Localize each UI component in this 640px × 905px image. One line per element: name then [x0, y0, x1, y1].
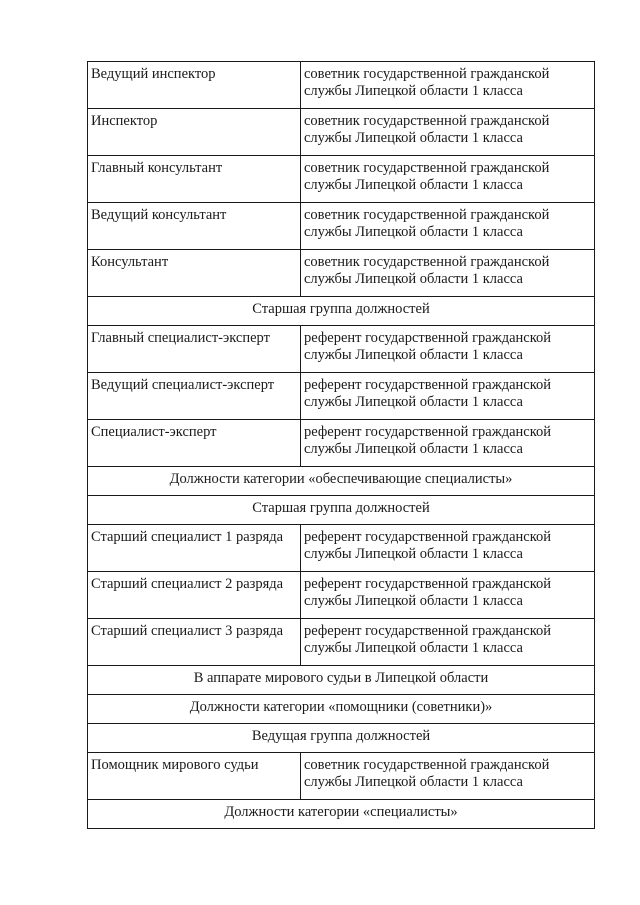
rank-cell: референт государственной гражданской службы Липецкой области 1 класса [301, 619, 595, 666]
rank-cell: советник государственной гражданской службы Липецкой области 1 класса [301, 109, 595, 156]
table-row [88, 525, 595, 572]
table-row [88, 250, 595, 297]
section-heading-row [88, 800, 595, 829]
table-row [88, 156, 595, 203]
section-heading-row [88, 297, 595, 326]
section-heading: Старшая группа должностей [88, 297, 595, 326]
section-heading: Должности категории «помощники (советники)» [88, 695, 595, 724]
section-heading-row [88, 496, 595, 525]
section-heading: Должности категории «специалисты» [88, 800, 595, 829]
table-body [88, 62, 595, 829]
position-cell: Старший специалист 2 разряда [88, 572, 301, 619]
section-heading-row [88, 695, 595, 724]
rank-cell: референт государственной гражданской службы Липецкой области 1 класса [301, 572, 595, 619]
rank-cell: советник государственной гражданской службы Липецкой области 1 класса [301, 156, 595, 203]
table-row [88, 326, 595, 373]
section-heading: Ведущая группа должностей [88, 724, 595, 753]
rank-cell: советник государственной гражданской службы Липецкой области 1 класса [301, 250, 595, 297]
rank-cell: советник государственной гражданской службы Липецкой области 1 класса [301, 753, 595, 800]
section-heading-row [88, 467, 595, 496]
position-cell: Инспектор [88, 109, 301, 156]
table-row [88, 373, 595, 420]
position-cell: Главный консультант [88, 156, 301, 203]
position-cell: Старший специалист 1 разряда [88, 525, 301, 572]
position-cell: Помощник мирового судьи [88, 753, 301, 800]
section-heading: Должности категории «обеспечивающие специалисты» [88, 467, 595, 496]
table-row [88, 109, 595, 156]
table-row [88, 619, 595, 666]
rank-cell: референт государственной гражданской службы Липецкой области 1 класса [301, 525, 595, 572]
position-cell: Ведущий консультант [88, 203, 301, 250]
rank-cell: референт государственной гражданской службы Липецкой области 1 класса [301, 373, 595, 420]
table-row [88, 203, 595, 250]
table-row [88, 420, 595, 467]
position-cell: Специалист-эксперт [88, 420, 301, 467]
table-row [88, 753, 595, 800]
position-cell: Ведущий специалист-эксперт [88, 373, 301, 420]
section-heading-row [88, 666, 595, 695]
rank-cell: советник государственной гражданской службы Липецкой области 1 класса [301, 203, 595, 250]
rank-cell: референт государственной гражданской службы Липецкой области 1 класса [301, 326, 595, 373]
position-cell: Консультант [88, 250, 301, 297]
positions-ranks-table [87, 61, 595, 829]
section-heading: Старшая группа должностей [88, 496, 595, 525]
position-cell: Главный специалист-эксперт [88, 326, 301, 373]
position-cell: Ведущий инспектор [88, 62, 301, 109]
section-heading: В аппарате мирового судьи в Липецкой области [88, 666, 595, 695]
table-row [88, 572, 595, 619]
table-row [88, 62, 595, 109]
position-cell: Старший специалист 3 разряда [88, 619, 301, 666]
rank-cell: референт государственной гражданской службы Липецкой области 1 класса [301, 420, 595, 467]
section-heading-row [88, 724, 595, 753]
rank-cell: советник государственной гражданской службы Липецкой области 1 класса [301, 62, 595, 109]
